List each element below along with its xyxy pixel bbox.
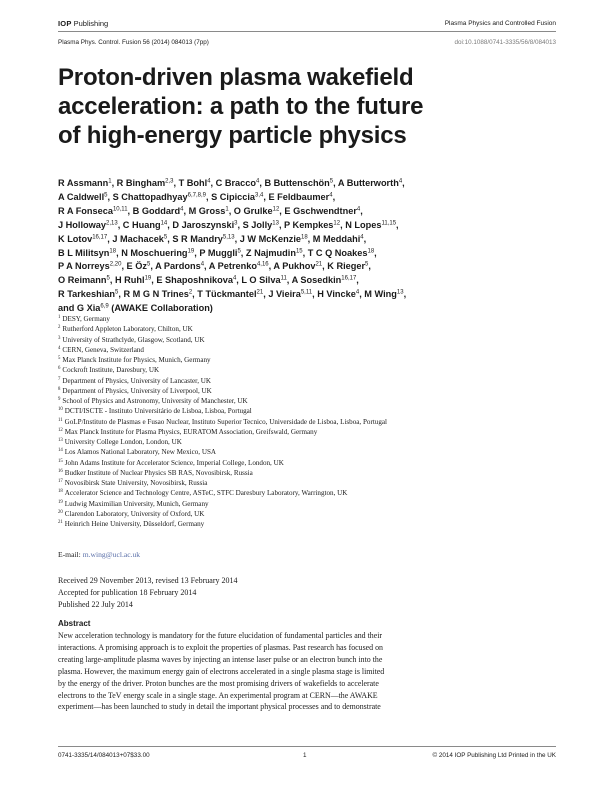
- author-affiliation-index: 13: [272, 220, 279, 227]
- author-name: R Bingham: [116, 178, 166, 188]
- author-line: R A Fonseca$^{10,11}$, B Goddard$^4$, M Gross$^1$, O Grulke$^{12}$, E Gschwendtner$^4$,: [58, 205, 363, 216]
- author-affiliation-index: 1: [108, 178, 112, 185]
- affiliation-text: John Adams Institute for Accelerator Science, Imperial College, London, UK: [64, 458, 284, 467]
- author-line: O Reimann$^5$, H Ruhl$^{19}$, E Shaposhnikova$^4$, L O Silva$^{11}$, A Sosedkin$^{16,17}$,: [58, 275, 359, 286]
- affiliation-index: 16: [58, 468, 63, 474]
- author-affiliation-index: 18: [300, 234, 308, 241]
- affiliation: [58, 314, 558, 324]
- author-name: P A Norreys: [58, 261, 110, 272]
- affiliation-text: DESY, Germany: [62, 315, 110, 323]
- author-affiliation-index: 4: [355, 289, 360, 296]
- author-name: A Petrenko: [208, 261, 257, 272]
- affiliation: [58, 478, 558, 488]
- author-name: M Meddahi: [312, 233, 361, 244]
- affiliation-index: 1: [58, 315, 61, 320]
- affiliation: [58, 427, 558, 437]
- affiliation: [58, 335, 558, 345]
- affiliation-text: Novosibirsk State University, Novosibirsk, Russia: [64, 479, 208, 487]
- affiliation: [58, 365, 558, 375]
- author-affiliation-index: 5: [146, 261, 151, 268]
- author-affiliation-index: 11,15: [381, 220, 397, 227]
- author-affiliation-index: 18: [367, 248, 375, 255]
- abstract-line: creating large-amplitude plasma waves by injecting an intense laser pulse or an electron bunch into the: [58, 654, 383, 664]
- abstract-line: New acceleration technology is mandatory for the future elucidation of fundamental particles and their: [58, 631, 383, 640]
- author-affiliation-index: 4: [256, 178, 260, 185]
- author-affiliation-index: 5: [106, 275, 110, 282]
- author-name: A Pukhov: [273, 261, 316, 272]
- affiliation-text: Heinrich Heine University, Düsseldorf, Germany: [64, 520, 205, 528]
- affiliation-index: 11: [58, 417, 63, 423]
- author-affiliation-index: 21: [315, 261, 323, 268]
- affiliation: [58, 509, 558, 519]
- affiliation: [58, 417, 558, 427]
- author-name: T C Q Noakes: [307, 247, 368, 258]
- affiliation-index: 19: [58, 499, 63, 505]
- affiliation-text: Max Planck Institute for Physics, Munich, Germany: [62, 356, 211, 364]
- citation: Plasma Phys. Control. Fusion 56 (2014) 084013 (7pp): [58, 39, 209, 46]
- author-affiliation-index: 4: [356, 206, 361, 213]
- affiliation-text: DCTI/ISCTE - Instituto Universitário de Lisboa, Lisboa, Portugal: [64, 407, 252, 416]
- affiliation-index: 2: [58, 325, 61, 331]
- author-name: P Muggli: [199, 247, 238, 258]
- footer-divider: [58, 746, 556, 747]
- author-affiliation-index: 4: [180, 206, 184, 213]
- affiliation-index: 3: [58, 335, 61, 341]
- affiliation: [58, 324, 558, 334]
- author-name: K Rieger: [327, 261, 366, 272]
- author-affiliation-index: 11: [280, 275, 287, 282]
- author-affiliation-index: 6,9: [100, 303, 109, 310]
- author-affiliation-index: 5: [365, 261, 369, 268]
- author-affiliation-index: 4: [200, 261, 205, 268]
- journal-name: Plasma Physics and Controlled Fusion: [444, 20, 556, 27]
- title-line: Proton-driven plasma wakefield: [58, 64, 414, 91]
- author-name: R A Fonseca: [58, 205, 113, 216]
- author-affiliation-index: 2,20: [109, 261, 122, 268]
- author-line: P A Norreys$^{2,20}$, E $Öz^5$, A Pardons$^4$, A Petrenko$^{4,16}$, A Pukhov$^{21}$, K Rieger$^5$,: [58, 261, 371, 272]
- author-affiliation-index: 13: [396, 289, 404, 296]
- affiliation-list: [58, 314, 558, 529]
- author-name: A Caldwell: [58, 191, 105, 202]
- affiliation: [58, 447, 558, 457]
- affiliation-index: 9: [58, 397, 61, 402]
- author-name: M Wing: [364, 289, 397, 300]
- affiliation-index: 10: [58, 407, 63, 413]
- author-affiliation-index: 2,13: [106, 220, 118, 227]
- author-name: J Machacek: [112, 233, 164, 244]
- abstract-line: by the energy of the driver. Proton bunches are the most promising drivers of wakefields to accelerate: [58, 678, 379, 688]
- author-affiliation-index: 16,17: [341, 275, 357, 282]
- author-affiliation-index: 3,4: [255, 192, 264, 199]
- affiliation-index: 15: [58, 458, 63, 464]
- author-affiliation-index: 4: [207, 178, 211, 185]
- title-line: of high-energy particle physics: [58, 122, 407, 149]
- author-name: E Feldbaumer: [268, 191, 330, 202]
- affiliation-index: 21: [58, 520, 63, 525]
- header-divider: [58, 31, 556, 32]
- email-line: [58, 550, 140, 559]
- affiliation: [58, 386, 558, 396]
- author-affiliation-index: 12: [333, 220, 341, 227]
- affiliation-text: GoLP/Instituto de Plasmas e Fusao Nuclear, Instituto Superior Tecnico, Universidade de Lisboa, Lisboa, Portugal: [64, 417, 388, 426]
- affiliation: [58, 519, 558, 529]
- accepted-date: Accepted for publication 18 February 2014: [58, 588, 197, 597]
- author-name: C Bracco: [215, 178, 256, 188]
- author-name: C Huang: [122, 219, 161, 230]
- affiliation-text: Department of Physics, University of Lancaster, UK: [62, 376, 212, 385]
- publisher-logo: IOP Publishing: [58, 19, 109, 28]
- author-affiliation-index: 18: [109, 248, 117, 255]
- abstract-text: [58, 630, 558, 713]
- affiliation-index: 18: [58, 489, 63, 495]
- author-name: J W McKenzie: [239, 233, 301, 244]
- author-affiliation-index: 16,17: [92, 234, 108, 241]
- author-affiliation-index: 5: [163, 234, 168, 241]
- affiliation-index: 14: [58, 448, 63, 454]
- author-name: P Kempkes: [284, 219, 334, 230]
- affiliation-text: University College London, London, UK: [64, 438, 182, 446]
- abstract-line: experiment—has been launched to study in detail the important physical processes and to demonstrate: [58, 702, 381, 712]
- affiliation-text: CERN, Geneva, Switzerland: [62, 345, 144, 354]
- affiliation: [58, 468, 558, 478]
- author-name: A Sosedkin: [291, 275, 342, 286]
- author-line: R Tarkeshian$^5$, R M G N Trines$^2$, T Tückmantel$^{21}$, J Vieira$^{5,11}$, H Vincke$^4$, M Wing$^{13}$,: [58, 289, 407, 300]
- abstract-heading: Abstract: [58, 619, 91, 628]
- author-name: M Gross: [188, 205, 226, 216]
- author-name: L O Silva: [241, 275, 281, 286]
- affiliation: [58, 345, 558, 355]
- author-affiliation-index: 5,13: [222, 234, 235, 241]
- affiliation: [58, 355, 558, 365]
- author-name: H Vincke: [317, 289, 356, 300]
- author-name: and G Xia: [58, 303, 101, 314]
- author-affiliation-index: 4: [398, 178, 403, 185]
- author-affiliation-index: 2,3: [165, 178, 174, 185]
- author-name: Z Najmudin: [245, 247, 296, 258]
- author-list: [58, 177, 558, 316]
- author-name: R Tarkeshian: [58, 289, 116, 300]
- page-number: 1: [303, 752, 307, 759]
- copyright: © 2014 IOP Publishing Ltd Printed in the UK: [432, 752, 556, 759]
- author-name: A Pardons: [155, 261, 201, 272]
- author-affiliation-index: 12: [272, 206, 280, 213]
- author-name: B Goddard: [132, 205, 181, 216]
- author-name: K Lotov: [58, 233, 93, 244]
- collaboration-name: (AWAKE Collaboration): [111, 303, 213, 314]
- affiliation-text: Clarendon Laboratory, University of Oxford, UK: [64, 509, 205, 518]
- affiliation-text: Los Alamos National Laboratory, New Mexico, USA: [64, 448, 217, 457]
- affiliation-text: Department of Physics, University of Liverpool, UK: [62, 386, 212, 395]
- author-affiliation-index: 14: [160, 220, 168, 227]
- author-name: H Ruhl: [114, 275, 145, 286]
- abstract-line: interactions. A promising approach is to exploit the properties of plasmas. Past research has focused on: [58, 642, 383, 652]
- author-name: T Bohl: [178, 178, 208, 188]
- author-name: E Öz: [126, 261, 147, 272]
- author-name: T Tückmantel: [197, 289, 257, 300]
- affiliation: [58, 406, 558, 416]
- author-name: E Gschwendtner: [284, 205, 357, 216]
- affiliation-text: School of Physics and Astronomy, University of Manchester, UK: [62, 397, 248, 405]
- author-affiliation-index: 19: [187, 248, 195, 255]
- author-affiliation-index: 5,11: [300, 289, 313, 296]
- author-name: N Moschuering: [121, 247, 188, 258]
- affiliation: [58, 499, 558, 509]
- author-name: B Buttenschön: [264, 178, 330, 188]
- affiliation-text: Max Planck Institute for Plasma Physics, EURATOM Association, Greifswald, Germany: [64, 427, 318, 436]
- author-affiliation-index: 3: [234, 220, 238, 227]
- publication-dates: [58, 575, 238, 611]
- affiliation-index: 17: [58, 479, 63, 484]
- author-line: J Holloway$^{2,13}$, C Huang$^{14}$, D Jaroszynski$^3$, S Jolly$^{13}$, P Kempkes$^{12}$, N Lopes$^{11,15}$,: [58, 219, 399, 230]
- author-affiliation-index: 1: [225, 206, 229, 213]
- author-name: S Chattopadhyay: [112, 191, 188, 202]
- author-name: S Cipiccia: [211, 191, 256, 202]
- affiliation: [58, 437, 558, 447]
- author-name: J Holloway: [58, 219, 106, 230]
- affiliation: [58, 458, 558, 468]
- author-affiliation-index: 5: [115, 289, 119, 296]
- affiliation-text: Cockroft Institute, Daresbury, UK: [62, 366, 160, 375]
- author-affiliation-index: 21: [256, 289, 264, 296]
- affiliation-text: University of Strathclyde, Glasgow, Scotland, UK: [62, 335, 205, 344]
- affiliation: [58, 376, 558, 386]
- author-name: R Assmann: [58, 178, 109, 188]
- author-name: S R Mandry: [172, 233, 223, 244]
- author-affiliation-index: 2: [188, 289, 193, 296]
- author-affiliation-index: 5: [237, 248, 241, 255]
- affiliation-index: 8: [58, 386, 61, 392]
- affiliation-index: 5: [58, 356, 61, 361]
- author-name: O Reimann: [58, 275, 107, 286]
- affiliation-index: 20: [58, 509, 63, 515]
- affiliation-index: 4: [58, 345, 61, 351]
- author-name: J Vieira: [268, 289, 301, 300]
- abstract-line: plasma. However, the maximum energy gain of electrons accelerated in a single plasma stage is limited: [58, 666, 385, 676]
- published-date: Published 22 July 2014: [58, 600, 133, 609]
- author-line: A Caldwell$^5$, S Chattopadhyay$^{6,7,8,9}$, S Cipiccia$^{3,4}$, E Feldbaumer$^4$,: [58, 191, 336, 202]
- affiliation-index: 6: [58, 366, 61, 372]
- author-affiliation-index: 19: [144, 275, 152, 282]
- received-date: Received 29 November 2013, revised 13 February 2014: [58, 576, 238, 585]
- affiliation-index: 13: [58, 438, 63, 443]
- author-affiliation-index: 15: [295, 248, 303, 255]
- author-affiliation-index: 4: [360, 234, 364, 241]
- author-name: E Shaposhnikova: [156, 275, 233, 286]
- author-line: B L Militsyn$^{18}$, N Moschuering$^{19}$, P Muggli$^5$, Z Najmudin$^{15}$, T C Q Noakes$^{18}$,: [58, 247, 377, 258]
- paper-title: [58, 63, 538, 150]
- author-name: R M G N Trines: [123, 289, 189, 300]
- author-affiliation-index: 5: [329, 178, 334, 185]
- affiliation-index: 7: [58, 376, 61, 382]
- email-label: E-mail:: [58, 550, 81, 559]
- email-link[interactable]: m.wing@ucl.ac.uk: [82, 550, 141, 559]
- author-name: D Jaroszynski: [172, 219, 235, 230]
- author-affiliation-index: 6,7,8,9: [187, 192, 206, 199]
- affiliation-text: Accelerator Science and Technology Centre, ASTeC, STFC Daresbury Laboratory, Warrington, UK: [64, 489, 348, 498]
- author-name: A Butterworth: [337, 178, 399, 188]
- abstract-line: electrons to the TeV energy scale in a single stage. An experimental program at CERN—the AWAKE: [58, 690, 378, 700]
- author-name: O Grulke: [233, 205, 273, 216]
- affiliation: [58, 488, 558, 498]
- affiliation-index: 12: [58, 427, 63, 433]
- affiliation-text: Budker Institute of Nuclear Physics SB RAS, Novosibirsk, Russia: [64, 468, 253, 477]
- footer-issn: 0741-3335/14/084013+07$33.00: [58, 752, 150, 759]
- author-name: S Jolly: [242, 219, 273, 230]
- author-affiliation-index: 10,11: [112, 206, 128, 213]
- author-affiliation-index: 4,16: [256, 261, 269, 268]
- title-line: acceleration: a path to the future: [58, 93, 424, 120]
- author-line: K Lotov$^{16,17}$, J Machacek$^5$, S R Mandry$^{5,13}$, J W McKenzie$^{18}$, M Meddahi$^4$,: [58, 233, 367, 244]
- affiliation-text: Ludwig Maximilian University, Munich, Germany: [64, 499, 209, 508]
- author-affiliation-index: 4: [329, 192, 333, 199]
- affiliation: [58, 396, 558, 406]
- author-affiliation-index: 4: [232, 275, 237, 282]
- author-name: N Lopes: [345, 219, 382, 230]
- affiliation-text: Rutherford Appleton Laboratory, Chilton, UK: [62, 325, 193, 334]
- author-line: R Assmann$^1$, R Bingham$^{2,3}$, T Bohl$^4$, C Bracco$^4$, B Buttenschön$^5$, A Butterworth$^4$,: [58, 178, 405, 188]
- author-name: B L Militsyn: [58, 247, 110, 258]
- author-affiliation-index: 5: [104, 192, 108, 199]
- doi-link[interactable]: doi:10.1088/0741-3335/56/8/084013: [454, 39, 556, 46]
